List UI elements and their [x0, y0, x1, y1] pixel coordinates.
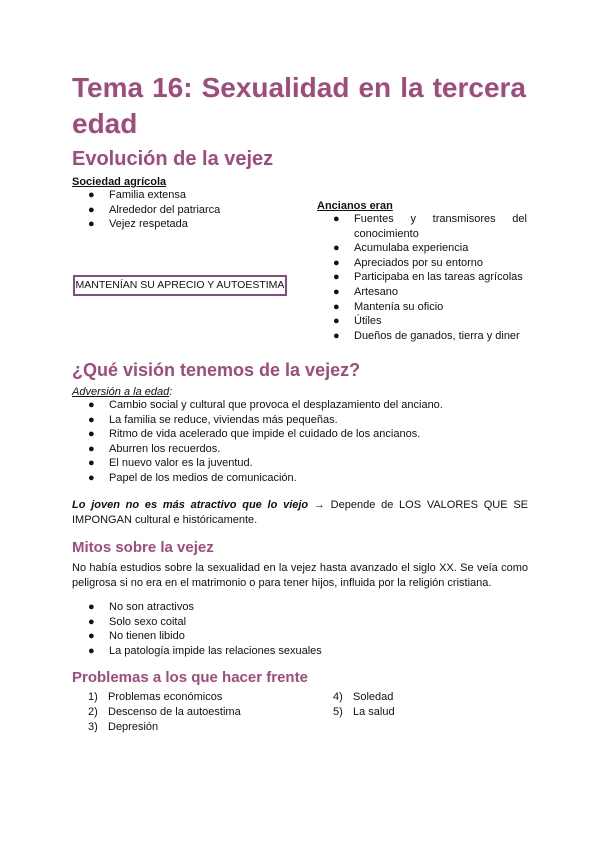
- page-title: Tema 16: Sexualidad en la tercera edad: [72, 72, 526, 139]
- section-heading-mitos: Mitos sobre la vejez: [72, 539, 214, 556]
- agricola-block: [72, 176, 312, 232]
- list-item: ● Acumulaba experiencia: [333, 242, 469, 255]
- list-item: ● Artesano: [333, 285, 399, 298]
- list-item: ● Útiles: [333, 315, 382, 328]
- aprecio-box: MANTENÍAN SU APRECIO Y AUTOESTIMA: [73, 275, 287, 296]
- list-item: ● Fuentes y transmisores del conocimiento: [333, 213, 527, 240]
- list-item: ● Cambio social y cultural que provoca el desplazamiento del anciano.: [88, 399, 443, 411]
- list-item: ● Alrededor del patriarca: [88, 203, 221, 216]
- list-item: ● Aburren los recuerdos.: [88, 442, 221, 455]
- problemas-col1: [72, 690, 312, 735]
- list-item: 5) La salud: [333, 706, 395, 718]
- agricola-list: [72, 188, 312, 232]
- list-item: ● La patología impide las relaciones sexuales: [88, 644, 322, 657]
- section-heading-evolucion: Evolución de la vejez: [72, 148, 274, 170]
- list-item: ● Participaba en las tareas agrícolas: [333, 271, 523, 284]
- statement-bold: Lo joven no es más atractivo que lo viejo: [72, 499, 309, 511]
- list-item: ● El nuevo valor es la juventud.: [88, 457, 253, 470]
- list-item: ● No tienen libido: [88, 630, 185, 643]
- section-heading-vision: ¿Qué visión tenemos de la vejez?: [72, 360, 361, 380]
- mitos-block: [72, 600, 528, 658]
- list-item: ● Vejez respetada: [88, 218, 188, 231]
- agricola-label: Sociedad agrícola: [72, 176, 167, 188]
- vision-block: [72, 386, 528, 486]
- statement-rest: → Depende de LOS VALORES QUE SE IMPONGAN cultural e históricamente.: [72, 499, 528, 526]
- list-item: ● Dueños de ganados, tierra y diner: [333, 329, 520, 342]
- ancianos-list: [317, 212, 527, 343]
- vision-list: [72, 398, 528, 486]
- list-item: ● Solo sexo coital: [88, 615, 187, 628]
- list-item: ● Papel de los medios de comunicación.: [88, 471, 297, 484]
- list-item: 2) Descenso de la autoestima: [88, 706, 241, 718]
- list-item: ● Apreciados por su entorno: [333, 256, 484, 269]
- list-item: ● Ritmo de vida acelerado que impide el cuidado de los ancianos.: [88, 428, 421, 441]
- mitos-paragraph: No había estudios sobre la sexualidad en la vejez hasta avanzado el siglo XX. Se veía como peligrosa si no era en el matrimonio o para tener hijos, influida por la religión cristiana.: [72, 562, 528, 589]
- list-item: 4) Soledad: [333, 691, 394, 703]
- list-item: ● La familia se reduce, viviendas más pequeñas.: [88, 413, 338, 426]
- mitos-list: [72, 600, 528, 658]
- statement-paragraph: [72, 498, 528, 528]
- ancianos-block: [317, 200, 527, 343]
- problemas-col2: [317, 690, 527, 720]
- list-item: ● No son atractivos: [88, 601, 194, 613]
- list-item: 3) Depresión: [88, 721, 159, 733]
- list-item: ● Familia extensa: [88, 189, 187, 201]
- list-item: 1) Problemas económicos: [88, 691, 223, 703]
- adversion-label: Adversión a la edad:: [72, 386, 173, 398]
- list-item: ● Mantenía su oficio: [333, 300, 444, 313]
- section-heading-problemas: Problemas a los que hacer frente: [72, 669, 308, 686]
- ancianos-label: Ancianos eran: [317, 200, 393, 212]
